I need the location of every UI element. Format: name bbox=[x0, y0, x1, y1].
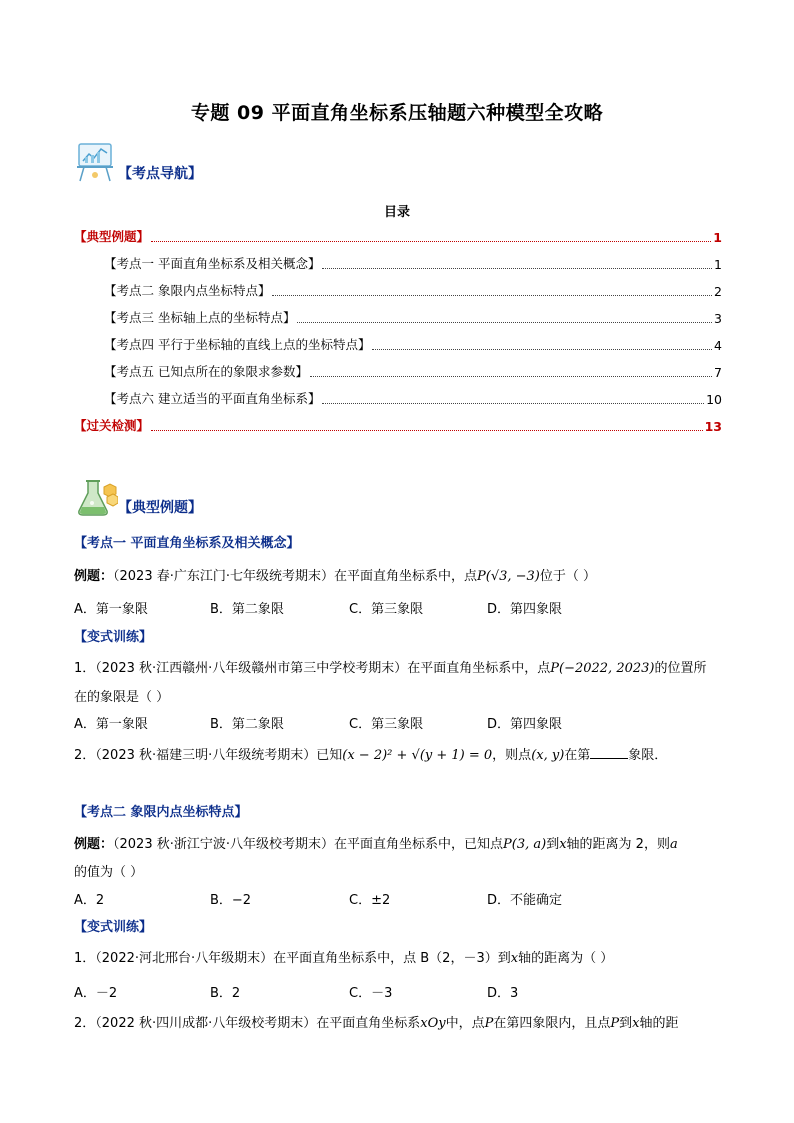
toc-entry-topic5[interactable]: 【考点五 已知点所在的象限求参数】 7 bbox=[104, 364, 722, 380]
topic1-q1-line2: 在的象限是（ ） bbox=[74, 690, 170, 705]
toc-entry-examples[interactable]: 【典型例题】 1 bbox=[74, 229, 722, 245]
option-b[interactable]: B．第二象限 bbox=[210, 602, 284, 617]
option-c[interactable]: C．±2 bbox=[349, 893, 391, 908]
option-d[interactable]: D．第四象限 bbox=[487, 602, 563, 617]
option-b[interactable]: B．第二象限 bbox=[210, 717, 284, 732]
topic1-heading: 【考点一 平面直角坐标系及相关概念】 bbox=[74, 536, 300, 551]
option-a[interactable]: A．第一象限 bbox=[74, 717, 148, 732]
toc-entry-topic3[interactable]: 【考点三 坐标轴上点的坐标特点】 3 bbox=[104, 310, 722, 326]
topic1-example-options bbox=[74, 598, 724, 616]
toc-entry-topic2[interactable]: 【考点二 象限内点坐标特点】 2 bbox=[104, 283, 722, 299]
topic2-q2: 2．（2022 秋·四川成都·八年级校考期末）在平面直角坐标系xOy中，点P在第四象限内，且点P到x轴的距 bbox=[74, 1016, 679, 1031]
option-d[interactable]: D．3 bbox=[487, 986, 519, 1001]
topic1-q1: 1．（2023 秋·江西赣州·八年级赣州市第三中学校考期末）在平面直角坐标系中，点P(−2022, 2023)的位置所 bbox=[74, 661, 707, 676]
examples-section-header bbox=[74, 475, 374, 519]
toc-entry-check[interactable]: 【过关检测】 13 bbox=[74, 418, 722, 434]
nav-section-label: 【考点导航】 bbox=[118, 166, 202, 182]
topic1-q2: 2．（2023 秋·福建三明·八年级统考期末）已知(x − 2)² + √(y + 1) = 0，则点(x, y)在第 象限． bbox=[74, 748, 668, 763]
toc-entry-topic1[interactable]: 【考点一 平面直角坐标系及相关概念】 1 bbox=[104, 256, 722, 272]
topic1-training-label: 【变式训练】 bbox=[74, 630, 153, 645]
toc-title: 目录 bbox=[383, 205, 410, 220]
option-a[interactable]: A．第一象限 bbox=[74, 602, 148, 617]
topic1-example: 例题：（2023 春·广东江门·七年级统考期末）在平面直角坐标系中，点P(√3, −3)位于（ ） bbox=[74, 569, 597, 584]
toc-entry-topic6[interactable]: 【考点六 建立适当的平面直角坐标系】 10 bbox=[104, 391, 722, 407]
nav-section-header bbox=[74, 141, 374, 185]
option-b[interactable]: B．2 bbox=[210, 986, 241, 1001]
topic2-example: 例题：（2023 秋·浙江宁波·八年级校考期末）在平面直角坐标系中，已知点P(3, a)到x轴的距离为 2，则a bbox=[74, 837, 678, 852]
answer-blank[interactable] bbox=[590, 746, 628, 759]
topic2-q1: 1．（2022·河北邢台·八年级期末）在平面直角坐标系中，点 B（2，－3）到x轴的距离为（ ） bbox=[74, 951, 614, 966]
toc-entry-topic4[interactable]: 【考点四 平行于坐标轴的直线上点的坐标特点】 4 bbox=[104, 337, 722, 353]
flask-icon bbox=[74, 475, 118, 519]
option-c[interactable]: C．第三象限 bbox=[349, 602, 424, 617]
document-title: 专题 09 平面直角坐标系压轴题六种模型全攻略 bbox=[190, 102, 604, 124]
option-a[interactable]: A．2 bbox=[74, 893, 105, 908]
option-c[interactable]: C．第三象限 bbox=[349, 717, 424, 732]
topic2-example-options bbox=[74, 889, 724, 907]
option-d[interactable]: D．第四象限 bbox=[487, 717, 563, 732]
topic2-q1-options bbox=[74, 982, 724, 1000]
option-c[interactable]: C．－3 bbox=[349, 986, 393, 1001]
option-b[interactable]: B．−2 bbox=[210, 893, 252, 908]
presentation-board-icon bbox=[74, 141, 118, 183]
option-a[interactable]: A．－2 bbox=[74, 986, 118, 1001]
topic2-heading: 【考点二 象限内点坐标特点】 bbox=[74, 805, 248, 820]
topic2-training-label: 【变式训练】 bbox=[74, 920, 153, 935]
option-d[interactable]: D．不能确定 bbox=[487, 893, 563, 908]
examples-section-label: 【典型例题】 bbox=[118, 500, 202, 516]
topic1-q1-options bbox=[74, 713, 724, 731]
topic2-example-line2: 的值为（ ） bbox=[74, 865, 144, 880]
